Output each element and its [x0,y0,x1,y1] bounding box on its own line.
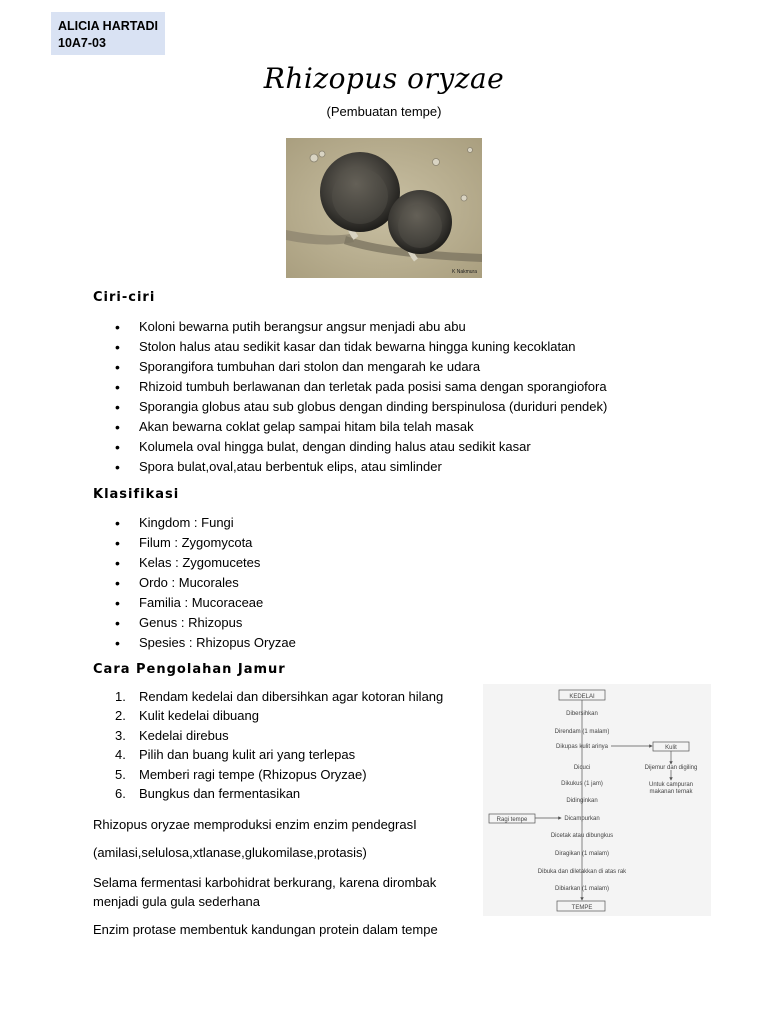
flow-step: Dicetak atau dibungkus [550,833,614,839]
list-item: • Spora bulat,oval,atau berbentuk elips, atau simlinder [93,457,607,477]
flow-kulit-step: makanan ternak [649,789,693,795]
list-item: • Stolon halus atau sedikit kasar dan tidak bewarna hingga kuning kecoklatan [93,337,607,357]
flow-step: Diragikan (1 malam) [554,851,610,857]
klasifikasi-list [93,513,296,653]
rhizopus-micrograph [286,138,482,278]
flow-step: Dikupas kulit arinya [555,744,609,750]
list-item: • Kingdom : Fungi [93,513,296,533]
list-item: 3. Kedelai direbus [115,727,229,743]
list-item: • Spesies : Rhizopus Oryzae [93,633,296,653]
paragraph-fermentasi: Selama fermentasi karbohidrat berkurang, karena dirombak menjadi gula gula sederhana [93,875,437,909]
paragraph-protase: Enzim protase membentuk kandungan protein dalam tempe [93,922,438,937]
list-item: • Ordo : Mucorales [93,573,296,593]
flow-kulit-step: Untuk campuran [648,782,694,788]
paragraph-enzim-list: (amilasi,selulosa,xtlanase,glukomilase,protasis) [93,845,367,860]
student-info-box [51,12,165,55]
list-item: • Sporangifora tumbuhan dari stolon dan mengarah ke udara [93,357,607,377]
flow-step: Dicampurkan [564,816,600,822]
list-item: 1. Rendam kedelai dan dibersihkan agar kotoran hilang [115,689,444,704]
page-title: Rhizopus oryzae [263,62,505,95]
list-item: 2. Kulit kedelai dibuang [115,708,259,724]
ciri-list [93,317,607,477]
flow-ragi: Ragi tempe [496,817,528,823]
student-name: ALICIA HARTADI [58,19,158,33]
flow-step: Dibuka dan diletakkan di atas rak [537,869,627,875]
list-item: • Genus : Rhizopus [93,613,296,633]
flow-kulit: Kulit [665,745,677,751]
heading-cara: Cara Pengolahan Jamur [93,662,286,677]
photo-caption: K Nakmura [452,269,478,275]
list-item: 6. Bungkus dan fermentasikan [115,786,301,802]
flow-end: TEMPE [571,905,593,911]
list-item: • Rhizoid tumbuh berlawanan dan terletak pada posisi sama dengan sporangiofora [93,377,607,397]
list-item: • Sporangia globus atau sub globus dengan dinding berspinulosa (duriduri pendek) [93,397,607,417]
list-item: • Kelas : Zygomucetes [93,553,296,573]
page-subtitle: (Pembuatan tempe) [326,104,442,119]
heading-klasifikasi: Klasifikasi [93,487,180,502]
list-item: • Filum : Zygomycota [93,533,296,553]
flow-step: Dibersihkan [566,711,598,717]
flow-start: KEDELAI [569,694,595,700]
student-class: 10A7-03 [58,36,106,50]
paragraph-enzim: Rhizopus oryzae memproduksi enzim enzim pendegrasI [93,817,417,832]
flow-kulit-step: Dijemur dan digiling [644,765,698,771]
list-item: 4. Pilih dan buang kulit ari yang terlepas [115,747,356,763]
list-item: • Koloni bewarna putih berangsur angsur menjadi abu abu [93,317,607,337]
list-item: • Kolumela oval hingga bulat, dengan dinding halus atau sedikit kasar [93,437,607,457]
heading-ciri: Ciri-ciri [93,290,156,305]
flow-step: Dikukus (1 jam) [561,781,603,787]
flow-step: Didinginkan [566,798,598,804]
flow-step: Dibiarkan (1 malam) [554,886,610,892]
list-item: • Familia : Mucoraceae [93,593,296,613]
tempe-flowchart [483,684,711,916]
list-item: 5. Memberi ragi tempe (Rhizopus Oryzae) [115,766,367,782]
list-item: • Akan bewarna coklat gelap sampai hitam bila telah masak [93,417,607,437]
flow-step: Direndam (1 malam) [554,729,610,735]
flow-step: Dicuci [573,765,591,771]
cara-steps [93,687,443,803]
